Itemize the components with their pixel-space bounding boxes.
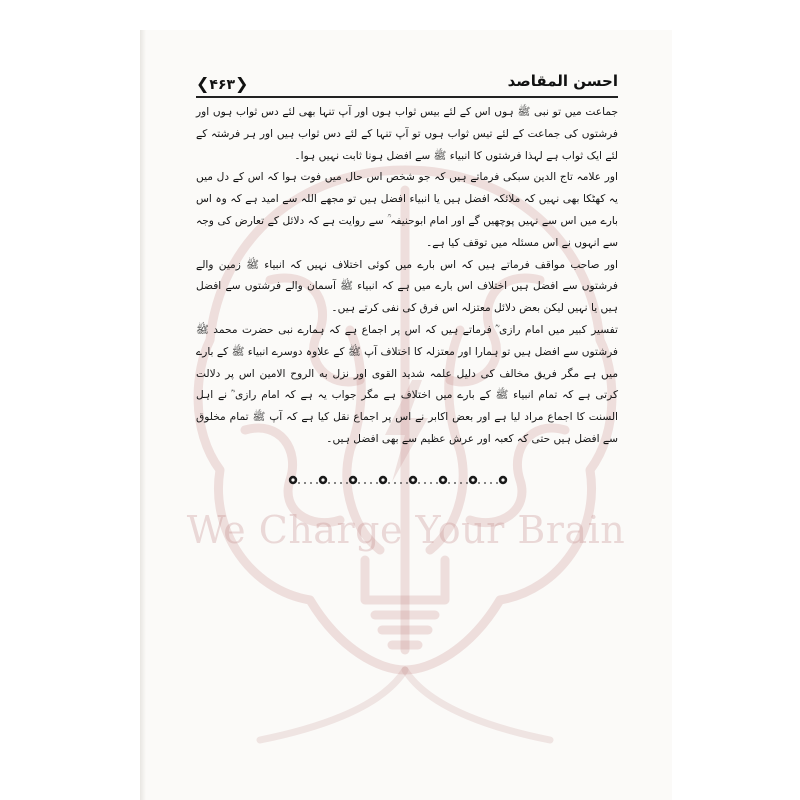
dot-leader: [454, 482, 456, 484]
right-ornament-icon: ❯: [196, 74, 210, 93]
dot-leader: [436, 482, 438, 484]
flower-ornament-icon: [379, 476, 387, 484]
page-header: [196, 70, 618, 96]
section-end-ornament: [288, 472, 508, 488]
running-title: احسن المقاصد: [507, 72, 618, 90]
dot-leader: [358, 482, 360, 484]
dot-leader: [298, 482, 300, 484]
header-divider: [196, 96, 618, 98]
dot-leader: [316, 482, 318, 484]
dot-leader: [370, 482, 372, 484]
dot-leader: [466, 482, 468, 484]
dot-leader: [418, 482, 420, 484]
left-ornament-icon: ❮: [235, 74, 249, 93]
dot-leader: [376, 482, 378, 484]
dot-leader: [448, 482, 450, 484]
paragraph: جماعت میں تو نبی ﷺ ہوں اس کے لئے بیس ثواب ہوں اور آپ تنہا بھی لئے دس ثواب ہوں اور فرشتوں کی جماعت کے لئے تیس ثواب ہوں تو آپ تنہا کے لئے دس ثواب ہیں اور ہر فرشتہ کے لئے ایک ثواب ہے لہذا فرشتوں کا انبیاء ﷺ سے افضل ہونا ثابت نہیں ہوا۔: [196, 106, 618, 162]
dot-leader: [424, 482, 426, 484]
paragraph: تفسیر کبیر میں امام رازی ؒ فرماتے ہیں کہ اس پر اجماع ہے کہ ہمارے نبی حضرت محمد ﷺ فرشتوں سے افضل ہیں تو ہمارا اور معتزلہ کا اختلاف آپ ﷺ کے علاوہ دوسرے انبیاء ﷺ کے بارے میں ہے مگر فریق مخالف کی دلیل علمہ شدید القوی اور نزل به الروح الامین اس پر دلالت کرتی ہے کہ تمام انبیاء ﷺ کے بارے میں اختلاف ہے مگر جواب یہ ہے کہ امام رازی ؒ نے اہل السنت کا اجماع مراد لیا ہے اور بعض اکابر نے اس پر اجماع نقل کیا ہے کہ آپ ﷺ تمام مخلوق سے افضل ہیں حتی کہ کعبہ اور عرش عظیم سے بھی افضل ہیں۔: [196, 323, 618, 445]
paragraph: اور صاحب مواقف فرماتے ہیں کہ اس بارے میں کوئی اختلاف نہیں کہ انبیاء ﷺ زمین والے فرشتوں سے افضل ہیں اختلاف اس بارے میں ہے کہ انبیاء ﷺ آسمان والے فرشتوں سے افضل ہیں یا نہیں لیکن بعض دلائل معتزلہ اس فرق کی نفی کرتے ہیں۔: [196, 258, 618, 315]
dot-leader: [430, 482, 432, 484]
watermark-caption: We Charge Your Brain: [186, 508, 626, 552]
flower-ornament-icon: [349, 476, 357, 484]
dot-leader: [496, 482, 498, 484]
dot-leader: [310, 482, 312, 484]
dot-leader: [340, 482, 342, 484]
flower-ornament-icon: [409, 476, 417, 484]
dot-leader: [388, 482, 390, 484]
flower-ornament-icon: [499, 476, 507, 484]
dot-leader: [406, 482, 408, 484]
flower-ornament-icon: [439, 476, 447, 484]
flower-ornament-icon: [319, 476, 327, 484]
page-gutter-shadow: [140, 30, 146, 800]
dot-leader: [400, 482, 402, 484]
dot-leader: [304, 482, 306, 484]
dot-leader: [364, 482, 366, 484]
flower-ornament-icon: [469, 476, 477, 484]
dot-leader: [394, 482, 396, 484]
dot-leader: [460, 482, 462, 484]
dot-leader: [334, 482, 336, 484]
flower-ornament-icon: [289, 476, 297, 484]
dot-leader: [484, 482, 486, 484]
dot-leader: [346, 482, 348, 484]
page-number: [196, 74, 248, 93]
page-number-value: ۴۶۳: [209, 77, 236, 93]
dot-leader: [478, 482, 480, 484]
paragraph: اور علامہ تاج الدین سبکی فرماتے ہیں کہ جو شخص اس حال میں فوت ہوا کہ اس کے دل میں یہ کھٹکا بھی نہیں کہ ملائکہ افضل ہیں یا انبیاء افضل ہیں تو مجھے اللہ سے امید ہے کہ وہ اس بارے میں اس سے نہیں پوچھیں گے اور امام ابوحنیفہ ؒ سے روایت ہے کہ دلائل کے تعارض کی وجہ سے انہوں نے اس مسئلہ میں توقف کیا ہے۔: [196, 171, 618, 249]
dot-leader: [490, 482, 492, 484]
dot-leader: [328, 482, 330, 484]
body-text: [196, 102, 618, 451]
